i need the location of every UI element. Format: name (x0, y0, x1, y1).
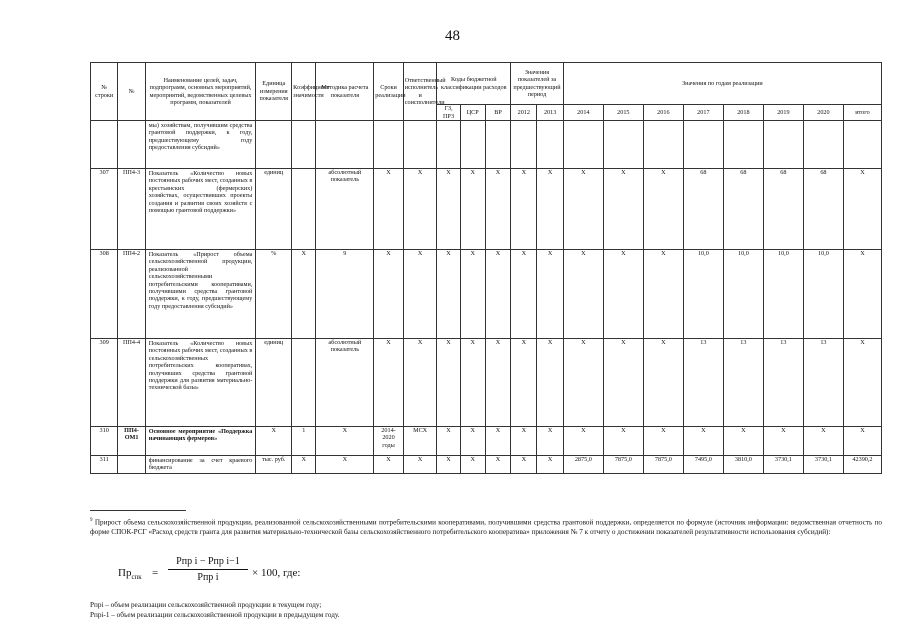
row-unit: единиц (256, 339, 292, 427)
row-coef: X (292, 456, 316, 474)
row-code: ПП4-2 (118, 250, 145, 339)
row-unit: тыс. руб. (256, 456, 292, 474)
row-vr: X (485, 427, 510, 456)
row-2017: X (683, 427, 723, 456)
row-terms: X (374, 339, 403, 427)
col-2018: 2018 (723, 105, 763, 121)
row-coef (292, 169, 316, 250)
col-codes-group: Коды бюджетной классификации расходов (437, 63, 511, 105)
row-2016: X (643, 169, 683, 250)
row-2014: X (563, 339, 603, 427)
formula-equals: = (152, 567, 159, 579)
row-resp: X (403, 339, 437, 427)
row-2013: X (537, 339, 563, 427)
row-code (118, 456, 145, 474)
row-code: ПП4-ОМ1 (118, 427, 145, 456)
col-vr: ВР (485, 105, 510, 121)
row-2012: X (511, 169, 537, 250)
row-gz: X (437, 456, 460, 474)
formula-tail: × 100, где: (252, 567, 301, 579)
col-2012: 2012 (511, 105, 537, 121)
row-gz: X (437, 169, 460, 250)
row-vr: X (485, 250, 510, 339)
indicators-table (90, 62, 882, 474)
row-2013: X (537, 456, 563, 474)
row-method: абсолютный показатель (316, 169, 374, 250)
row-2015: 7875,0 (603, 456, 643, 474)
col-pre-group: Значения показателей за предшествующий период (511, 63, 564, 105)
row-csr: X (460, 169, 485, 250)
row-total: 42390,2 (843, 456, 881, 474)
row-2013: X (537, 169, 563, 250)
formula-fraction (168, 556, 248, 583)
row-2018: 3810,0 (723, 456, 763, 474)
row-coef (292, 339, 316, 427)
col-years-group: Значения по годам реализации (563, 63, 881, 105)
row-name: Показатель «Прирост объема сельскохозяйственной продукции, реализованной сельскохозяйственными потребительскими кооперативами, получившими средства грантовой поддержки, к году, предшествующему году предоставления субсидий» (145, 250, 256, 339)
col-coef: Коэффициент значимости (292, 63, 316, 121)
row-2015: X (603, 169, 643, 250)
row-csr: X (460, 427, 485, 456)
row-2016: X (643, 427, 683, 456)
col-row-no: № строки (91, 63, 118, 121)
table-row (91, 339, 882, 427)
formula-numerator: Рпр i − Рпр i−1 (168, 556, 248, 570)
footnote (90, 516, 882, 537)
row-2016: 7875,0 (643, 456, 683, 474)
table-row (91, 250, 882, 339)
row-name: финансирование за счет краевого бюджета (145, 456, 256, 474)
row-2019: 13 (763, 339, 803, 427)
row-vr: X (485, 339, 510, 427)
row-terms: 2014-2020 годы (374, 427, 403, 456)
row-terms: X (374, 250, 403, 339)
row-unit: единиц (256, 169, 292, 250)
table-row (91, 169, 882, 250)
row-gz: X (437, 427, 460, 456)
row-2012: X (511, 250, 537, 339)
page-number: 48 (445, 28, 460, 44)
row-2017: 7495,0 (683, 456, 723, 474)
row-unit: X (256, 427, 292, 456)
row-method: X (316, 427, 374, 456)
row-2019: 10,0 (763, 250, 803, 339)
row-2012: X (511, 339, 537, 427)
row-2014: 2875,0 (563, 456, 603, 474)
row-csr: X (460, 456, 485, 474)
row-total: X (843, 339, 881, 427)
footnote-mark: 9 (90, 518, 93, 523)
col-2015: 2015 (603, 105, 643, 121)
row-name: Показатель «Количество новых постоянных рабочих мест, созданных в крестьянских (фермерских) хозяйствах, осуществивших проекты создания и развития своих хозяйств с помощью грантовой поддержки» (145, 169, 256, 250)
row-2016: X (643, 339, 683, 427)
col-csr: ЦСР (460, 105, 485, 121)
row-number: 309 (91, 339, 118, 427)
row-csr: X (460, 250, 485, 339)
row-2018: 10,0 (723, 250, 763, 339)
row-csr: X (460, 339, 485, 427)
row-number: 311 (91, 456, 118, 474)
row-gz: X (437, 250, 460, 339)
col-2016: 2016 (643, 105, 683, 121)
row-2012: X (511, 456, 537, 474)
row-vr: X (485, 456, 510, 474)
row-resp: X (403, 169, 437, 250)
col-total: итого (843, 105, 881, 121)
row-coef: 1 (292, 427, 316, 456)
col-2014: 2014 (563, 105, 603, 121)
row-number: 307 (91, 169, 118, 250)
row-name: мы) хозяйствам, получившим средства грантовой поддержки, к году, предшествующему году предоставления субсидий» (145, 121, 256, 169)
row-2015: X (603, 250, 643, 339)
row-2020: 13 (803, 339, 843, 427)
row-code: ПП4-3 (118, 169, 145, 250)
row-2017: 10,0 (683, 250, 723, 339)
definition-current-year: Рпрi – объем реализации сельскохозяйственной продукции в текущем году; (90, 601, 322, 609)
row-2014: X (563, 427, 603, 456)
row-2019: 68 (763, 169, 803, 250)
formula-lhs-subscript: спк (131, 573, 142, 582)
row-2020: 10,0 (803, 250, 843, 339)
row-method: абсолютный показатель (316, 339, 374, 427)
formula-denominator: Рпр i (197, 572, 219, 583)
row-2020: X (803, 427, 843, 456)
row-name: Показатель «Количество новых постоянных рабочих мест, созданных в сельскохозяйственных потребительских кооперативах, получивших средства грантовой поддержки для развития материально-технической базы» (145, 339, 256, 427)
col-2013: 2013 (537, 105, 563, 121)
col-2020: 2020 (803, 105, 843, 121)
row-2020: 3730,1 (803, 456, 843, 474)
row-gz: X (437, 339, 460, 427)
row-2016: X (643, 250, 683, 339)
col-resp: Ответственный исполнитель и соисполнители (403, 63, 437, 121)
row-method: 9 (316, 250, 374, 339)
row-method: X (316, 456, 374, 474)
formula-lhs: $Пр_{спк}$ (118, 567, 142, 582)
row-name: Основное мероприятие «Поддержка начинающих фермеров» (145, 427, 256, 456)
row-2017: 13 (683, 339, 723, 427)
row-code: ПП4-4 (118, 339, 145, 427)
row-number: 310 (91, 427, 118, 456)
table-header-row (91, 63, 882, 105)
row-2014: X (563, 169, 603, 250)
footnote-divider (90, 510, 186, 511)
row-2013: X (537, 250, 563, 339)
row-2017: 68 (683, 169, 723, 250)
col-unit: Единица измерения показателя (256, 63, 292, 121)
row-2015: X (603, 339, 643, 427)
row-coef: X (292, 250, 316, 339)
col-2019: 2019 (763, 105, 803, 121)
col-terms: Сроки реализации (374, 63, 403, 121)
table-row (91, 427, 882, 456)
footnote-text: Прирост объема сельскохозяйственной продукции, реализованной сельскохозяйственными потребительскими кооперативами, получившими средства грантовой поддержки, определяется по формуле (источник информации: ведомственная отчетность по форме СПОК-РСГ «Расход средств гранта для развития материально-технической базы сельскохозяйственного потребительского кооператива» приложения № 7 к отчету о достижении показателей результативности использования субсидий): (90, 518, 883, 537)
row-2018: 68 (723, 169, 763, 250)
col-method: Методика расчета показателя (316, 63, 374, 121)
row-resp: X (403, 250, 437, 339)
definition-previous-year: Рпрi-1 – объем реализации сельскохозяйственной продукции в предыдущем году. (90, 611, 340, 619)
row-2013: X (537, 427, 563, 456)
table-row (91, 456, 882, 474)
row-2019: X (763, 427, 803, 456)
table-row-continued (91, 121, 882, 169)
row-2019: 3730,1 (763, 456, 803, 474)
row-2020: 68 (803, 169, 843, 250)
col-code: № (118, 63, 145, 121)
row-2015: X (603, 427, 643, 456)
row-2012: X (511, 427, 537, 456)
row-vr: X (485, 169, 510, 250)
row-2014: X (563, 250, 603, 339)
col-2017: 2017 (683, 105, 723, 121)
row-resp: X (403, 456, 437, 474)
col-gz: ГЗ, ПРЗ (437, 105, 460, 121)
row-total: X (843, 169, 881, 250)
row-resp: МСХ (403, 427, 437, 456)
row-number: 308 (91, 250, 118, 339)
row-2018: X (723, 427, 763, 456)
row-total: X (843, 427, 881, 456)
row-terms: X (374, 169, 403, 250)
col-name: Наименование целей, задач, подпрограмм, основных мероприятий, мероприятий, ведомственных целевых программ, показателей (145, 63, 256, 121)
row-terms: X (374, 456, 403, 474)
row-total: X (843, 250, 881, 339)
row-unit: % (256, 250, 292, 339)
row-2018: 13 (723, 339, 763, 427)
